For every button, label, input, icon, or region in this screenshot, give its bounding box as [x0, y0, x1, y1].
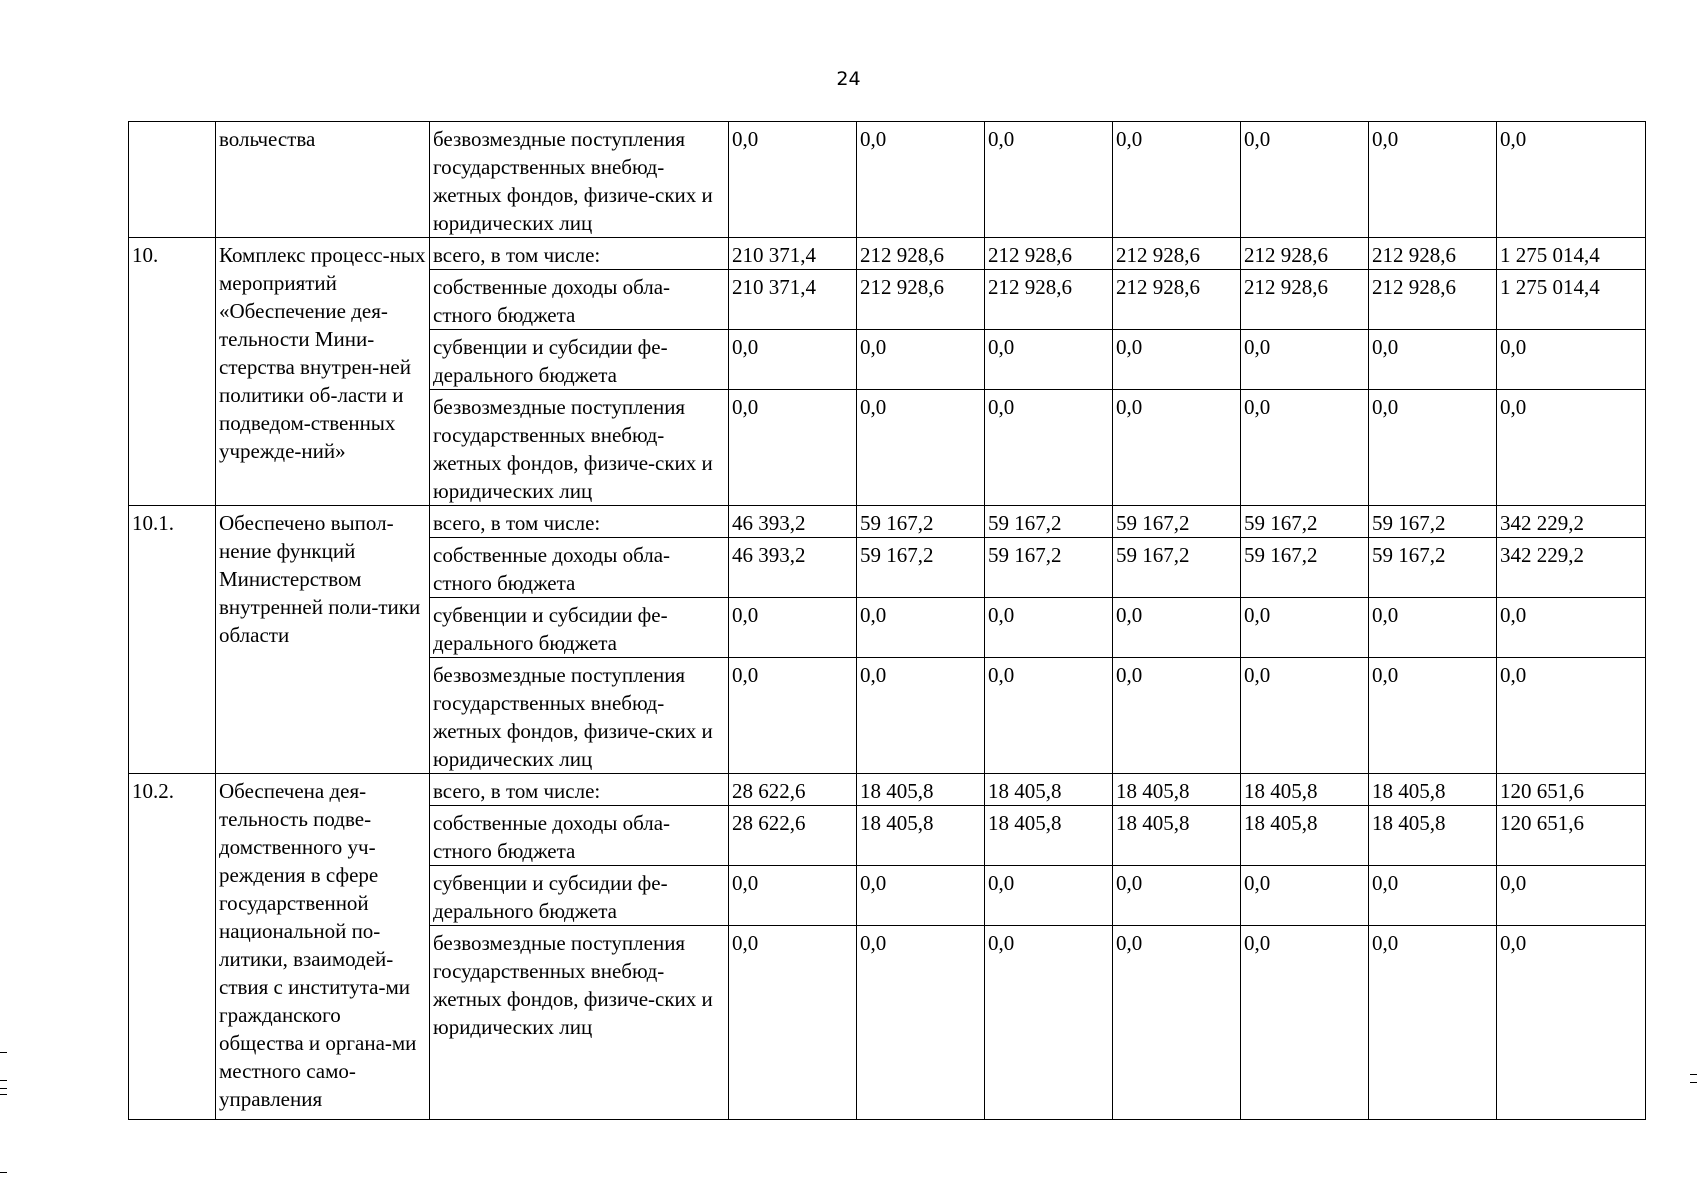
cell-value: 0,0 [857, 330, 985, 390]
margin-mark [0, 1094, 7, 1095]
cell-value: 0,0 [985, 926, 1113, 1120]
cell-funding-source: безвозмездные поступления государственных внебюд-жетных фондов, физиче-ских и юридических лиц [430, 926, 729, 1120]
cell-value: 210 371,4 [729, 238, 857, 270]
budget-table-body [129, 122, 1646, 1120]
cell-value: 0,0 [985, 658, 1113, 774]
table-row [129, 122, 1646, 238]
cell-value: 18 405,8 [857, 806, 985, 866]
cell-total-value: 342 229,2 [1497, 506, 1646, 538]
table-row [129, 506, 1646, 538]
cell-value: 59 167,2 [1369, 506, 1497, 538]
cell-value: 18 405,8 [1113, 806, 1241, 866]
cell-value: 0,0 [729, 330, 857, 390]
cell-funding-source: собственные доходы обла-стного бюджета [430, 270, 729, 330]
cell-value: 212 928,6 [1369, 270, 1497, 330]
cell-value: 0,0 [1369, 122, 1497, 238]
cell-value: 0,0 [729, 926, 857, 1120]
cell-value: 59 167,2 [857, 506, 985, 538]
cell-value: 59 167,2 [857, 538, 985, 598]
cell-value: 0,0 [1241, 926, 1369, 1120]
cell-value: 212 928,6 [857, 238, 985, 270]
cell-value: 0,0 [985, 122, 1113, 238]
cell-value: 0,0 [729, 122, 857, 238]
cell-value: 0,0 [1369, 658, 1497, 774]
cell-value: 0,0 [1241, 390, 1369, 506]
cell-value: 18 405,8 [985, 774, 1113, 806]
cell-total-value: 120 651,6 [1497, 806, 1646, 866]
cell-value: 212 928,6 [1241, 270, 1369, 330]
table-row [129, 774, 1646, 806]
cell-value: 0,0 [985, 390, 1113, 506]
page-number: 24 [836, 68, 861, 90]
cell-value: 59 167,2 [1113, 538, 1241, 598]
cell-value: 18 405,8 [1369, 774, 1497, 806]
cell-value: 18 405,8 [1241, 806, 1369, 866]
cell-item-number [129, 122, 216, 238]
budget-table [128, 121, 1646, 1120]
cell-value: 212 928,6 [857, 270, 985, 330]
cell-value: 0,0 [857, 390, 985, 506]
cell-value: 59 167,2 [985, 538, 1113, 598]
cell-value: 0,0 [1241, 122, 1369, 238]
cell-total-value: 0,0 [1497, 658, 1646, 774]
cell-funding-source: субвенции и субсидии фе-дерального бюджета [430, 598, 729, 658]
cell-value: 0,0 [1369, 866, 1497, 926]
cell-value: 0,0 [1369, 330, 1497, 390]
cell-value: 210 371,4 [729, 270, 857, 330]
cell-value: 18 405,8 [1241, 774, 1369, 806]
cell-total-value: 120 651,6 [1497, 774, 1646, 806]
margin-mark [1690, 1082, 1697, 1083]
cell-value: 59 167,2 [1241, 538, 1369, 598]
cell-value: 0,0 [857, 598, 985, 658]
cell-value: 212 928,6 [1113, 238, 1241, 270]
cell-value: 46 393,2 [729, 506, 857, 538]
cell-value: 0,0 [1113, 390, 1241, 506]
cell-value: 0,0 [729, 866, 857, 926]
margin-mark [0, 1052, 7, 1053]
cell-funding-source: собственные доходы обла-стного бюджета [430, 538, 729, 598]
cell-value: 18 405,8 [857, 774, 985, 806]
cell-value: 0,0 [1113, 658, 1241, 774]
cell-total-value: 0,0 [1497, 330, 1646, 390]
cell-funding-source: всего, в том числе: [430, 238, 729, 270]
cell-item-number: 10.2. [129, 774, 216, 1120]
cell-value: 0,0 [729, 390, 857, 506]
cell-value: 28 622,6 [729, 806, 857, 866]
cell-value: 18 405,8 [985, 806, 1113, 866]
cell-value: 0,0 [985, 598, 1113, 658]
cell-value: 0,0 [1369, 598, 1497, 658]
table-row [129, 238, 1646, 270]
cell-item-number: 10. [129, 238, 216, 506]
cell-item-name: вольчества [216, 122, 430, 238]
cell-value: 0,0 [985, 330, 1113, 390]
cell-value: 212 928,6 [1369, 238, 1497, 270]
cell-value: 0,0 [1241, 598, 1369, 658]
cell-total-value: 0,0 [1497, 122, 1646, 238]
cell-value: 0,0 [1369, 926, 1497, 1120]
cell-value: 18 405,8 [1369, 806, 1497, 866]
cell-value: 0,0 [857, 658, 985, 774]
cell-funding-source: всего, в том числе: [430, 506, 729, 538]
cell-value: 0,0 [1241, 658, 1369, 774]
cell-value: 0,0 [1113, 866, 1241, 926]
cell-value: 0,0 [1241, 330, 1369, 390]
cell-value: 0,0 [1113, 926, 1241, 1120]
cell-value: 212 928,6 [1113, 270, 1241, 330]
cell-funding-source: всего, в том числе: [430, 774, 729, 806]
cell-value: 0,0 [1113, 598, 1241, 658]
cell-total-value: 1 275 014,4 [1497, 238, 1646, 270]
cell-funding-source: безвозмездные поступления государственных внебюд-жетных фондов, физиче-ских и юридических лиц [430, 658, 729, 774]
margin-mark [0, 1080, 7, 1081]
cell-value: 46 393,2 [729, 538, 857, 598]
cell-value: 0,0 [729, 658, 857, 774]
cell-value: 59 167,2 [1369, 538, 1497, 598]
cell-item-name: Обеспечено выпол-нение функций Министерством внутренней поли-тики области [216, 506, 430, 774]
cell-value: 0,0 [1369, 390, 1497, 506]
cell-funding-source: субвенции и субсидии фе-дерального бюджета [430, 866, 729, 926]
cell-value: 0,0 [729, 598, 857, 658]
cell-value: 0,0 [857, 926, 985, 1120]
cell-value: 0,0 [1113, 330, 1241, 390]
cell-value: 0,0 [1241, 866, 1369, 926]
cell-value: 59 167,2 [985, 506, 1113, 538]
cell-value: 28 622,6 [729, 774, 857, 806]
cell-value: 212 928,6 [985, 270, 1113, 330]
cell-item-number: 10.1. [129, 506, 216, 774]
cell-total-value: 1 275 014,4 [1497, 270, 1646, 330]
cell-value: 212 928,6 [985, 238, 1113, 270]
cell-total-value: 0,0 [1497, 598, 1646, 658]
cell-total-value: 0,0 [1497, 390, 1646, 506]
cell-value: 212 928,6 [1241, 238, 1369, 270]
cell-funding-source: безвозмездные поступления государственных внебюд-жетных фондов, физиче-ских и юридических лиц [430, 122, 729, 238]
cell-total-value: 0,0 [1497, 866, 1646, 926]
cell-value: 0,0 [985, 866, 1113, 926]
cell-item-name: Комплекс процесс-ных мероприятий «Обеспечение дея-тельности Мини-стерства внутрен-ней политики об-ласти и подведом-ственных учрежде-ний» [216, 238, 430, 506]
cell-total-value: 342 229,2 [1497, 538, 1646, 598]
cell-funding-source: субвенции и субсидии фе-дерального бюджета [430, 330, 729, 390]
margin-mark [0, 1088, 7, 1089]
cell-value: 59 167,2 [1241, 506, 1369, 538]
margin-mark [0, 1172, 7, 1173]
cell-item-name: Обеспечена дея-тельность подве-домственного уч-реждения в сфере государственной национальной по-литики, взаимодей-ствия с института-ми гражданского общества и органа-ми местного само-управления [216, 774, 430, 1120]
cell-funding-source: собственные доходы обла-стного бюджета [430, 806, 729, 866]
cell-value: 0,0 [857, 122, 985, 238]
margin-mark [1690, 1074, 1697, 1075]
cell-value: 0,0 [1113, 122, 1241, 238]
cell-value: 59 167,2 [1113, 506, 1241, 538]
cell-funding-source: безвозмездные поступления государственных внебюд-жетных фондов, физиче-ских и юридических лиц [430, 390, 729, 506]
cell-value: 0,0 [857, 866, 985, 926]
cell-value: 18 405,8 [1113, 774, 1241, 806]
cell-total-value: 0,0 [1497, 926, 1646, 1120]
